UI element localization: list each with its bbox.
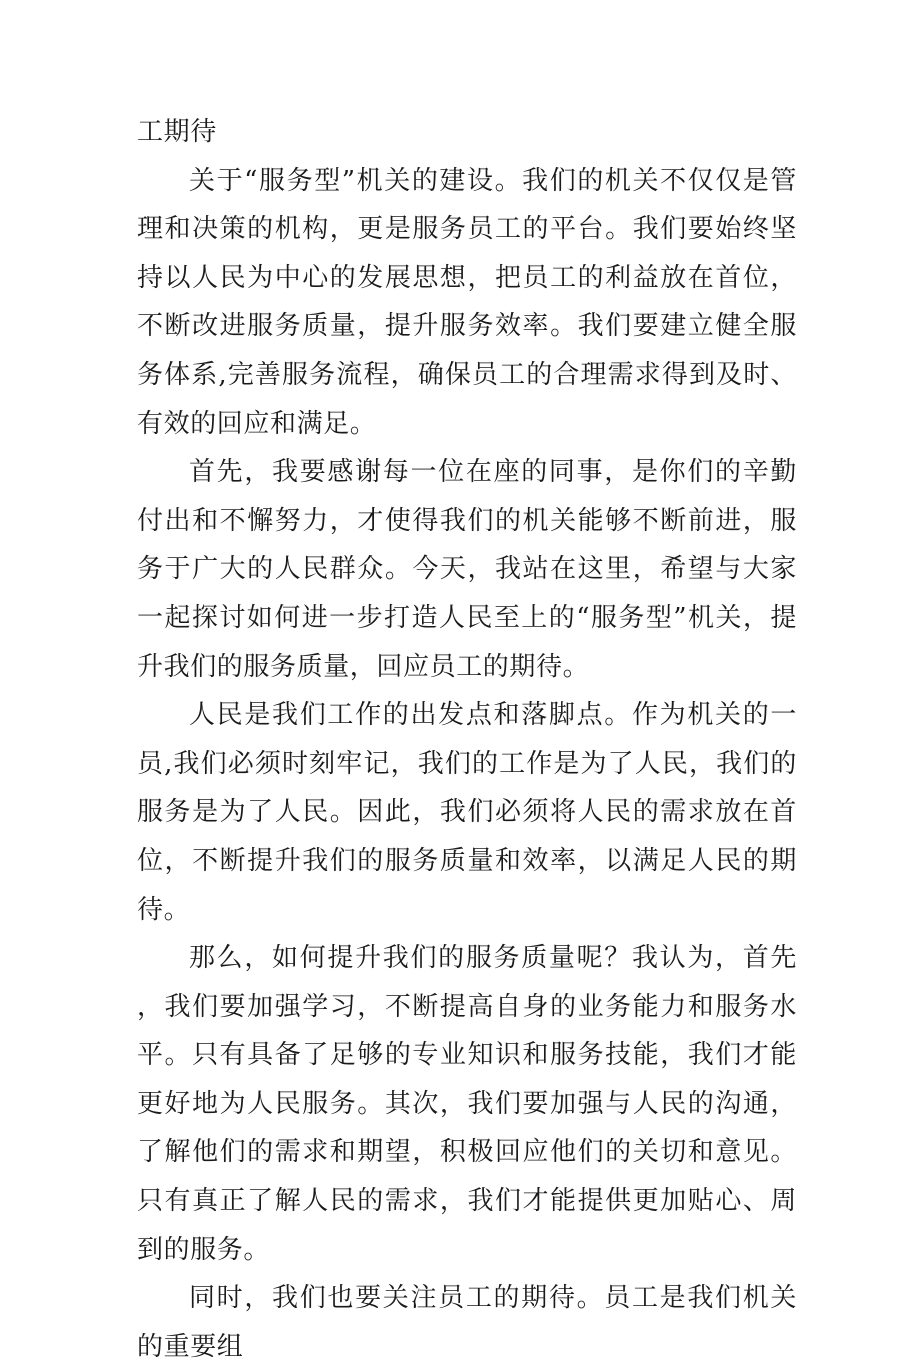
paragraph-service-organ: 关于“服务型”机关的建设。我们的机关不仅仅是管理和决策的机构，更是服务员工的平台。我们要始终坚持以人民为中心的发展思想，把员工的利益放在首位，不断改进服务质量，提升服务效率。我们要建立健全服务体系,完善服务流程，确保员工的合理需求得到及时、有效的回应和满足。	[137, 165, 797, 439]
paragraph-improve-quality: 那么，如何提升我们的服务质量呢？我认为，首先，我们要加强学习，不断提高自身的业务能力和服务水平。只有具备了足够的专业知识和服务技能，我们才能更好地为人民服务。其次，我们要加强与人民的沟通，了解他们的需求和期望，积极回应他们的关切和意见。只有真正了解人民的需求，我们才能提供更加贴心、周到的服务。	[137, 943, 797, 1265]
paragraph-continued: 工期待	[137, 117, 217, 147]
document-body	[137, 108, 797, 1371]
paragraph-employee-expectations: 同时，我们也要关注员工的期待。员工是我们机关的重要组	[137, 1283, 797, 1362]
paragraph-thanks: 首先，我要感谢每一位在座的同事，是你们的辛勤付出和不懈努力，才使得我们的机关能够不断前进，服务于广大的人民群众。今天，我站在这里，希望与大家一起探讨如何进一步打造人民至上的“服务型”机关，提升我们的服务质量，回应员工的期待。	[137, 457, 797, 682]
paragraph-people-first: 人民是我们工作的出发点和落脚点。作为机关的一员,我们必须时刻牢记，我们的工作是为了人民，我们的服务是为了人民。因此，我们必须将人民的需求放在首位，不断提升我们的服务质量和效率，以满足人民的期待。	[137, 700, 797, 925]
